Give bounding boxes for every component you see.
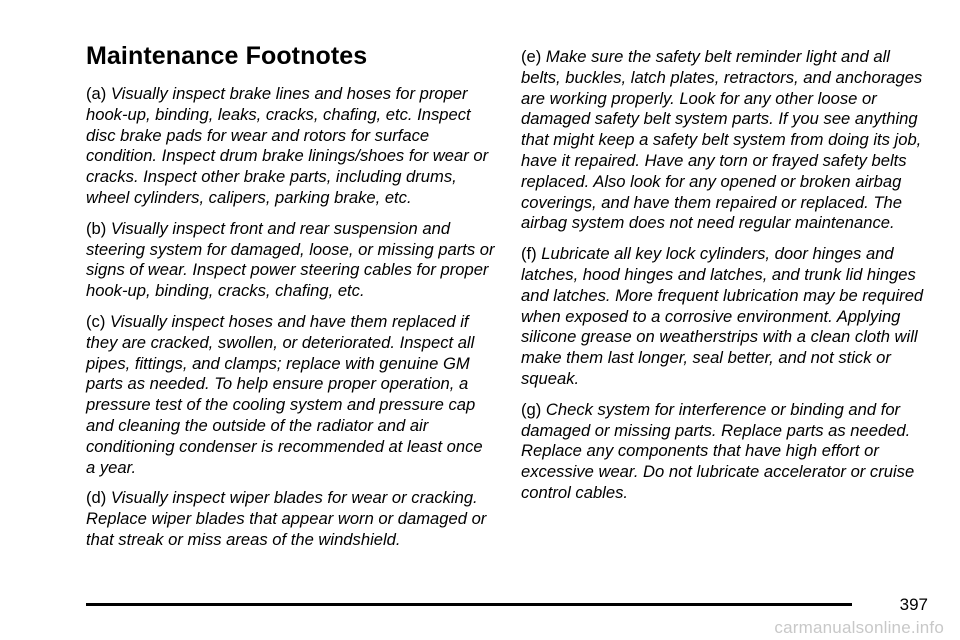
- footer-divider: [86, 603, 852, 606]
- footnote-f: [521, 244, 931, 390]
- footnote-d: [86, 488, 496, 550]
- footnote-text: Visually inspect wiper blades for wear or cracking. Replace wiper blades that appear worn or damaged or that streak or miss areas of the windshield.: [86, 488, 487, 549]
- footnote-c: [86, 312, 496, 478]
- page-number: 397: [899, 595, 928, 614]
- page-title: Maintenance Footnotes: [86, 42, 368, 70]
- footnote-text: Check system for interference or binding and for damaged or missing parts. Replace parts as needed. Replace any components that have high effort or excessive wear. Do not lubricate accelerator or cruise control cables.: [521, 399, 915, 502]
- footnote-label: (b): [86, 218, 107, 238]
- left-column: [86, 84, 496, 561]
- footnote-label: (d): [86, 488, 107, 508]
- footnote-e: [521, 47, 931, 234]
- footnote-label: (a): [86, 84, 107, 103]
- footnote-text: Visually inspect front and rear suspension and steering system for damaged, loose, or missing parts or signs of wear. Inspect power steering cables for proper hook-up, binding, cracks, chafing, etc.: [86, 218, 495, 301]
- footnote-a: [86, 84, 496, 209]
- watermark: carmanualsonline.info: [774, 618, 944, 637]
- footnote-text: Visually inspect brake lines and hoses for proper hook-up, binding, leaks, cracks, chafing, etc. Inspect disc brake pads for wear and rotors for surface condition. Inspect drum brake linings/shoes for wear or cracks. Inspect other brake parts, including drums, wheel cylinders, calipers, parking brake, etc.: [86, 84, 489, 207]
- right-column: [521, 47, 931, 514]
- footnote-label: (g): [521, 399, 542, 419]
- footnote-text: Lubricate all key lock cylinders, door hinges and latches, hood hinges and latches, and trunk lid hinges and latches. More frequent lubrication may be required when exposed to a corrosive environment. Applying silicone grease on weatherstrips with a clean cloth will make them last longer, seal better, and not stick or squeak.: [521, 244, 924, 388]
- footnote-b: [86, 219, 496, 302]
- footnote-text: Visually inspect hoses and have them replaced if they are cracked, swollen, or deteriorated. Inspect all pipes, fittings, and clamps; replace with genuine GM parts as needed. To help ensure proper operation, a pressure test of the cooling system and pressure cap and cleaning the outside of the radiator and air conditioning condenser is recommended at least once a year.: [86, 311, 483, 477]
- footnote-g: [521, 400, 931, 504]
- footnote-label: (c): [86, 311, 106, 331]
- footnote-label: (e): [521, 47, 542, 66]
- footnote-text: Make sure the safety belt reminder light and all belts, buckles, latch plates, retractors, and anchorages are working properly. Look for any other loose or damaged safety belt system parts. If you see anything that might keep a safety belt system from doing its job, have it repaired. Have any torn or frayed safety belts replaced. Also look for any opened or broken airbag coverings, and have them repaired or replaced. The airbag system does not need regular maintenance.: [521, 47, 923, 233]
- footnote-label: (f): [521, 244, 537, 264]
